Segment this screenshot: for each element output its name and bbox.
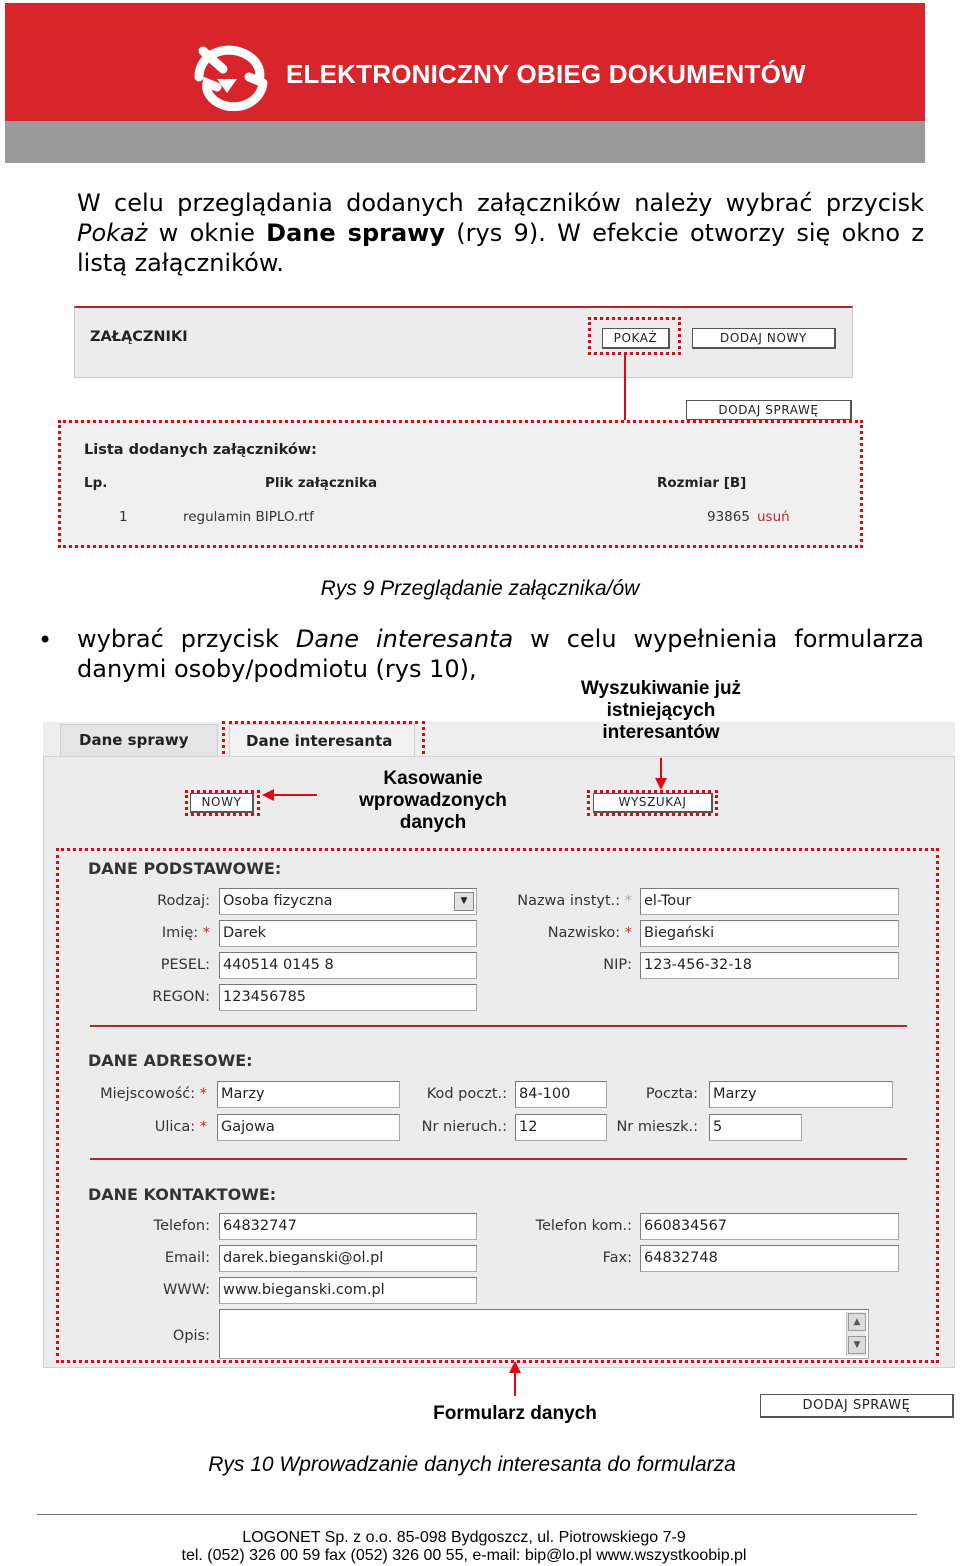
form-arrow-head bbox=[509, 1361, 521, 1373]
label-pesel: PESEL: bbox=[160, 957, 210, 973]
dodaj-sprawe-button[interactable]: DODAJ SPRAWĘ bbox=[760, 1394, 954, 1418]
row-file-link[interactable]: regulamin BIPLO.rtf bbox=[183, 509, 314, 525]
input-nip[interactable]: 123-456-32-18 bbox=[640, 952, 899, 979]
nowy-highlight bbox=[185, 790, 260, 816]
section-address-title: DANE ADRESOWE: bbox=[88, 1051, 253, 1070]
tab-highlight bbox=[222, 721, 425, 760]
select-rodzaj-value: Osoba fizyczna bbox=[223, 893, 333, 909]
bullet-text-1: wybrać przycisk bbox=[77, 625, 296, 653]
chevron-down-icon[interactable]: ▼ bbox=[454, 892, 474, 911]
label-nrnieruch: Nr nieruch.: bbox=[421, 1119, 507, 1135]
dodaj-nowy-button[interactable]: DODAJ NOWY bbox=[692, 328, 836, 349]
annotation-search: Wyszukiwanie już istniejących interesantów bbox=[580, 678, 742, 743]
intro-pokaz: Pokaż bbox=[77, 219, 148, 247]
input-nazwisko[interactable]: Biegański bbox=[640, 920, 899, 947]
required-mark-inactive: * bbox=[624, 893, 632, 909]
tab-dane-interesanta-label: Dane interesanta bbox=[246, 732, 393, 750]
input-nrnieruch[interactable]: 12 bbox=[515, 1114, 607, 1141]
label-email: Email: bbox=[164, 1250, 210, 1266]
label-fax: Fax: bbox=[602, 1250, 632, 1266]
nowy-arrow-head bbox=[262, 789, 274, 801]
header-banner bbox=[5, 3, 925, 163]
footer-line-2: tel. (052) 326 00 59 fax (052) 326 00 55, e-mail: bip@lo.pl www.wszystkoobip.pl bbox=[181, 1547, 747, 1564]
attachments-panel bbox=[74, 306, 853, 378]
input-telkom[interactable]: 660834567 bbox=[640, 1213, 899, 1240]
label-telkom: Telefon kom.: bbox=[535, 1218, 632, 1234]
dodaj-sprawe-button-top[interactable]: DODAJ SPRAWĘ bbox=[686, 400, 852, 421]
scroll-up-icon[interactable]: ▲ bbox=[848, 1313, 866, 1331]
input-ulica[interactable]: Gajowa bbox=[217, 1114, 400, 1141]
row-lp: 1 bbox=[119, 509, 128, 525]
bullet-text-2: w celu wypełnienia formularza danymi osoby/podmiotu (rys 10), bbox=[77, 625, 924, 683]
banner-stripe bbox=[5, 121, 925, 163]
label-nazwa bbox=[517, 893, 632, 909]
label-nazwisko bbox=[548, 925, 632, 941]
intro-text-3: (rys 9). W efekcie otworzy się okno z listą załączników. bbox=[77, 219, 925, 277]
opis-scrollbar[interactable] bbox=[846, 1312, 866, 1356]
label-nip: NIP: bbox=[603, 957, 632, 973]
col-file: Plik załącznika bbox=[265, 475, 378, 491]
bullet-mark: • bbox=[38, 626, 53, 654]
wyszukaj-button[interactable]: WYSZUKAJ bbox=[593, 793, 713, 813]
input-kod[interactable]: 84-100 bbox=[515, 1081, 607, 1108]
wyszukaj-arrow bbox=[660, 758, 662, 780]
tab-dane-sprawy[interactable] bbox=[60, 724, 218, 758]
tab-dane-sprawy-label: Dane sprawy bbox=[79, 731, 189, 749]
input-poczta[interactable]: Marzy bbox=[709, 1081, 893, 1108]
input-nrmieszk[interactable]: 5 bbox=[709, 1114, 802, 1141]
label-www: WWW: bbox=[162, 1282, 210, 1298]
label-opis: Opis: bbox=[172, 1328, 210, 1344]
wyszukaj-highlight bbox=[587, 790, 718, 816]
footer-line-1: LOGONET Sp. z o.o. 85-098 Bydgoszcz, ul. Piotrowskiego 7-9 bbox=[242, 1529, 686, 1546]
nowy-arrow bbox=[272, 794, 317, 796]
pokaz-button[interactable]: POKAŻ bbox=[602, 328, 670, 349]
section-divider bbox=[90, 1158, 907, 1160]
pokaz-highlight bbox=[588, 317, 681, 355]
banner-title: ELEKTRONICZNY OBIEG DOKUMENTÓW bbox=[286, 59, 806, 89]
required-mark: * bbox=[624, 925, 632, 941]
intro-text-2: w oknie bbox=[147, 219, 267, 247]
required-mark: * bbox=[199, 1086, 207, 1102]
bullet-italic: Dane interesanta bbox=[295, 625, 514, 653]
label-poczta: Poczta: bbox=[645, 1086, 698, 1102]
scroll-down-icon[interactable]: ▼ bbox=[848, 1336, 866, 1354]
label-ulica bbox=[155, 1119, 207, 1135]
label-nazwa-text: Nazwa instyt.: bbox=[517, 893, 621, 909]
nowy-button[interactable]: NOWY bbox=[190, 793, 254, 813]
input-miejscowosc[interactable]: Marzy bbox=[217, 1081, 400, 1108]
wyszukaj-arrow-head bbox=[655, 778, 667, 790]
section-contact-title: DANE KONTAKTOWE: bbox=[88, 1185, 277, 1204]
input-fax[interactable]: 64832748 bbox=[640, 1245, 899, 1272]
input-email[interactable]: darek.bieganski@ol.pl bbox=[219, 1245, 477, 1272]
label-rodzaj: Rodzaj: bbox=[157, 893, 210, 909]
annotation-form: Formularz danych bbox=[433, 1403, 597, 1424]
label-miejscowosc bbox=[100, 1086, 207, 1102]
input-telefon[interactable]: 64832747 bbox=[219, 1213, 477, 1240]
input-regon[interactable]: 123456785 bbox=[219, 984, 477, 1011]
section-divider bbox=[90, 1025, 907, 1027]
attachments-panel-title: ZAŁĄCZNIKI bbox=[90, 329, 188, 345]
select-rodzaj[interactable] bbox=[219, 888, 477, 915]
footer-rule bbox=[37, 1514, 917, 1515]
intro-paragraph bbox=[77, 188, 924, 278]
label-imie bbox=[162, 925, 210, 941]
label-telefon: Telefon: bbox=[153, 1218, 210, 1234]
section-basic-title: DANE PODSTAWOWE: bbox=[88, 859, 282, 878]
label-nrmieszk: Nr mieszk.: bbox=[616, 1119, 698, 1135]
label-nazwisko-text: Nazwisko: bbox=[547, 925, 621, 941]
intro-text-1: W celu przeglądania dodanych załączników należy wybrać przycisk bbox=[77, 189, 924, 217]
logo-icon bbox=[193, 43, 273, 111]
label-kod: Kod poczt.: bbox=[426, 1086, 507, 1102]
col-size: Rozmiar [B] bbox=[657, 475, 747, 491]
label-ulica-text: Ulica: bbox=[154, 1119, 196, 1135]
attachments-list-title: Lista dodanych załączników: bbox=[84, 442, 317, 458]
bullet-paragraph bbox=[77, 624, 924, 684]
input-pesel[interactable]: 440514 0145 8 bbox=[219, 952, 477, 979]
label-imie-text: Imię: bbox=[161, 925, 199, 941]
required-mark: * bbox=[202, 925, 210, 941]
label-regon: REGON: bbox=[152, 989, 210, 1005]
textarea-opis[interactable] bbox=[219, 1309, 869, 1359]
annotation-clear: Kasowanie wprowadzonych danych bbox=[359, 768, 507, 833]
col-lp: Lp. bbox=[84, 475, 108, 491]
row-size: 93865 bbox=[707, 509, 750, 525]
label-miejscowosc-text: Miejscowość: bbox=[100, 1086, 196, 1102]
input-nazwa[interactable]: el-Tour bbox=[640, 888, 899, 915]
input-www[interactable]: www.bieganski.com.pl bbox=[219, 1277, 477, 1304]
required-mark: * bbox=[199, 1119, 207, 1135]
caption-fig9: Rys 9 Przeglądanie załącznika/ów bbox=[320, 577, 640, 600]
input-imie[interactable]: Darek bbox=[219, 920, 477, 947]
caption-fig10: Rys 10 Wprowadzanie danych interesanta do formularza bbox=[208, 1453, 736, 1476]
form-arrow bbox=[514, 1372, 516, 1396]
intro-dane-sprawy: Dane sprawy bbox=[266, 219, 445, 247]
row-delete-link[interactable]: usuń bbox=[757, 509, 790, 525]
